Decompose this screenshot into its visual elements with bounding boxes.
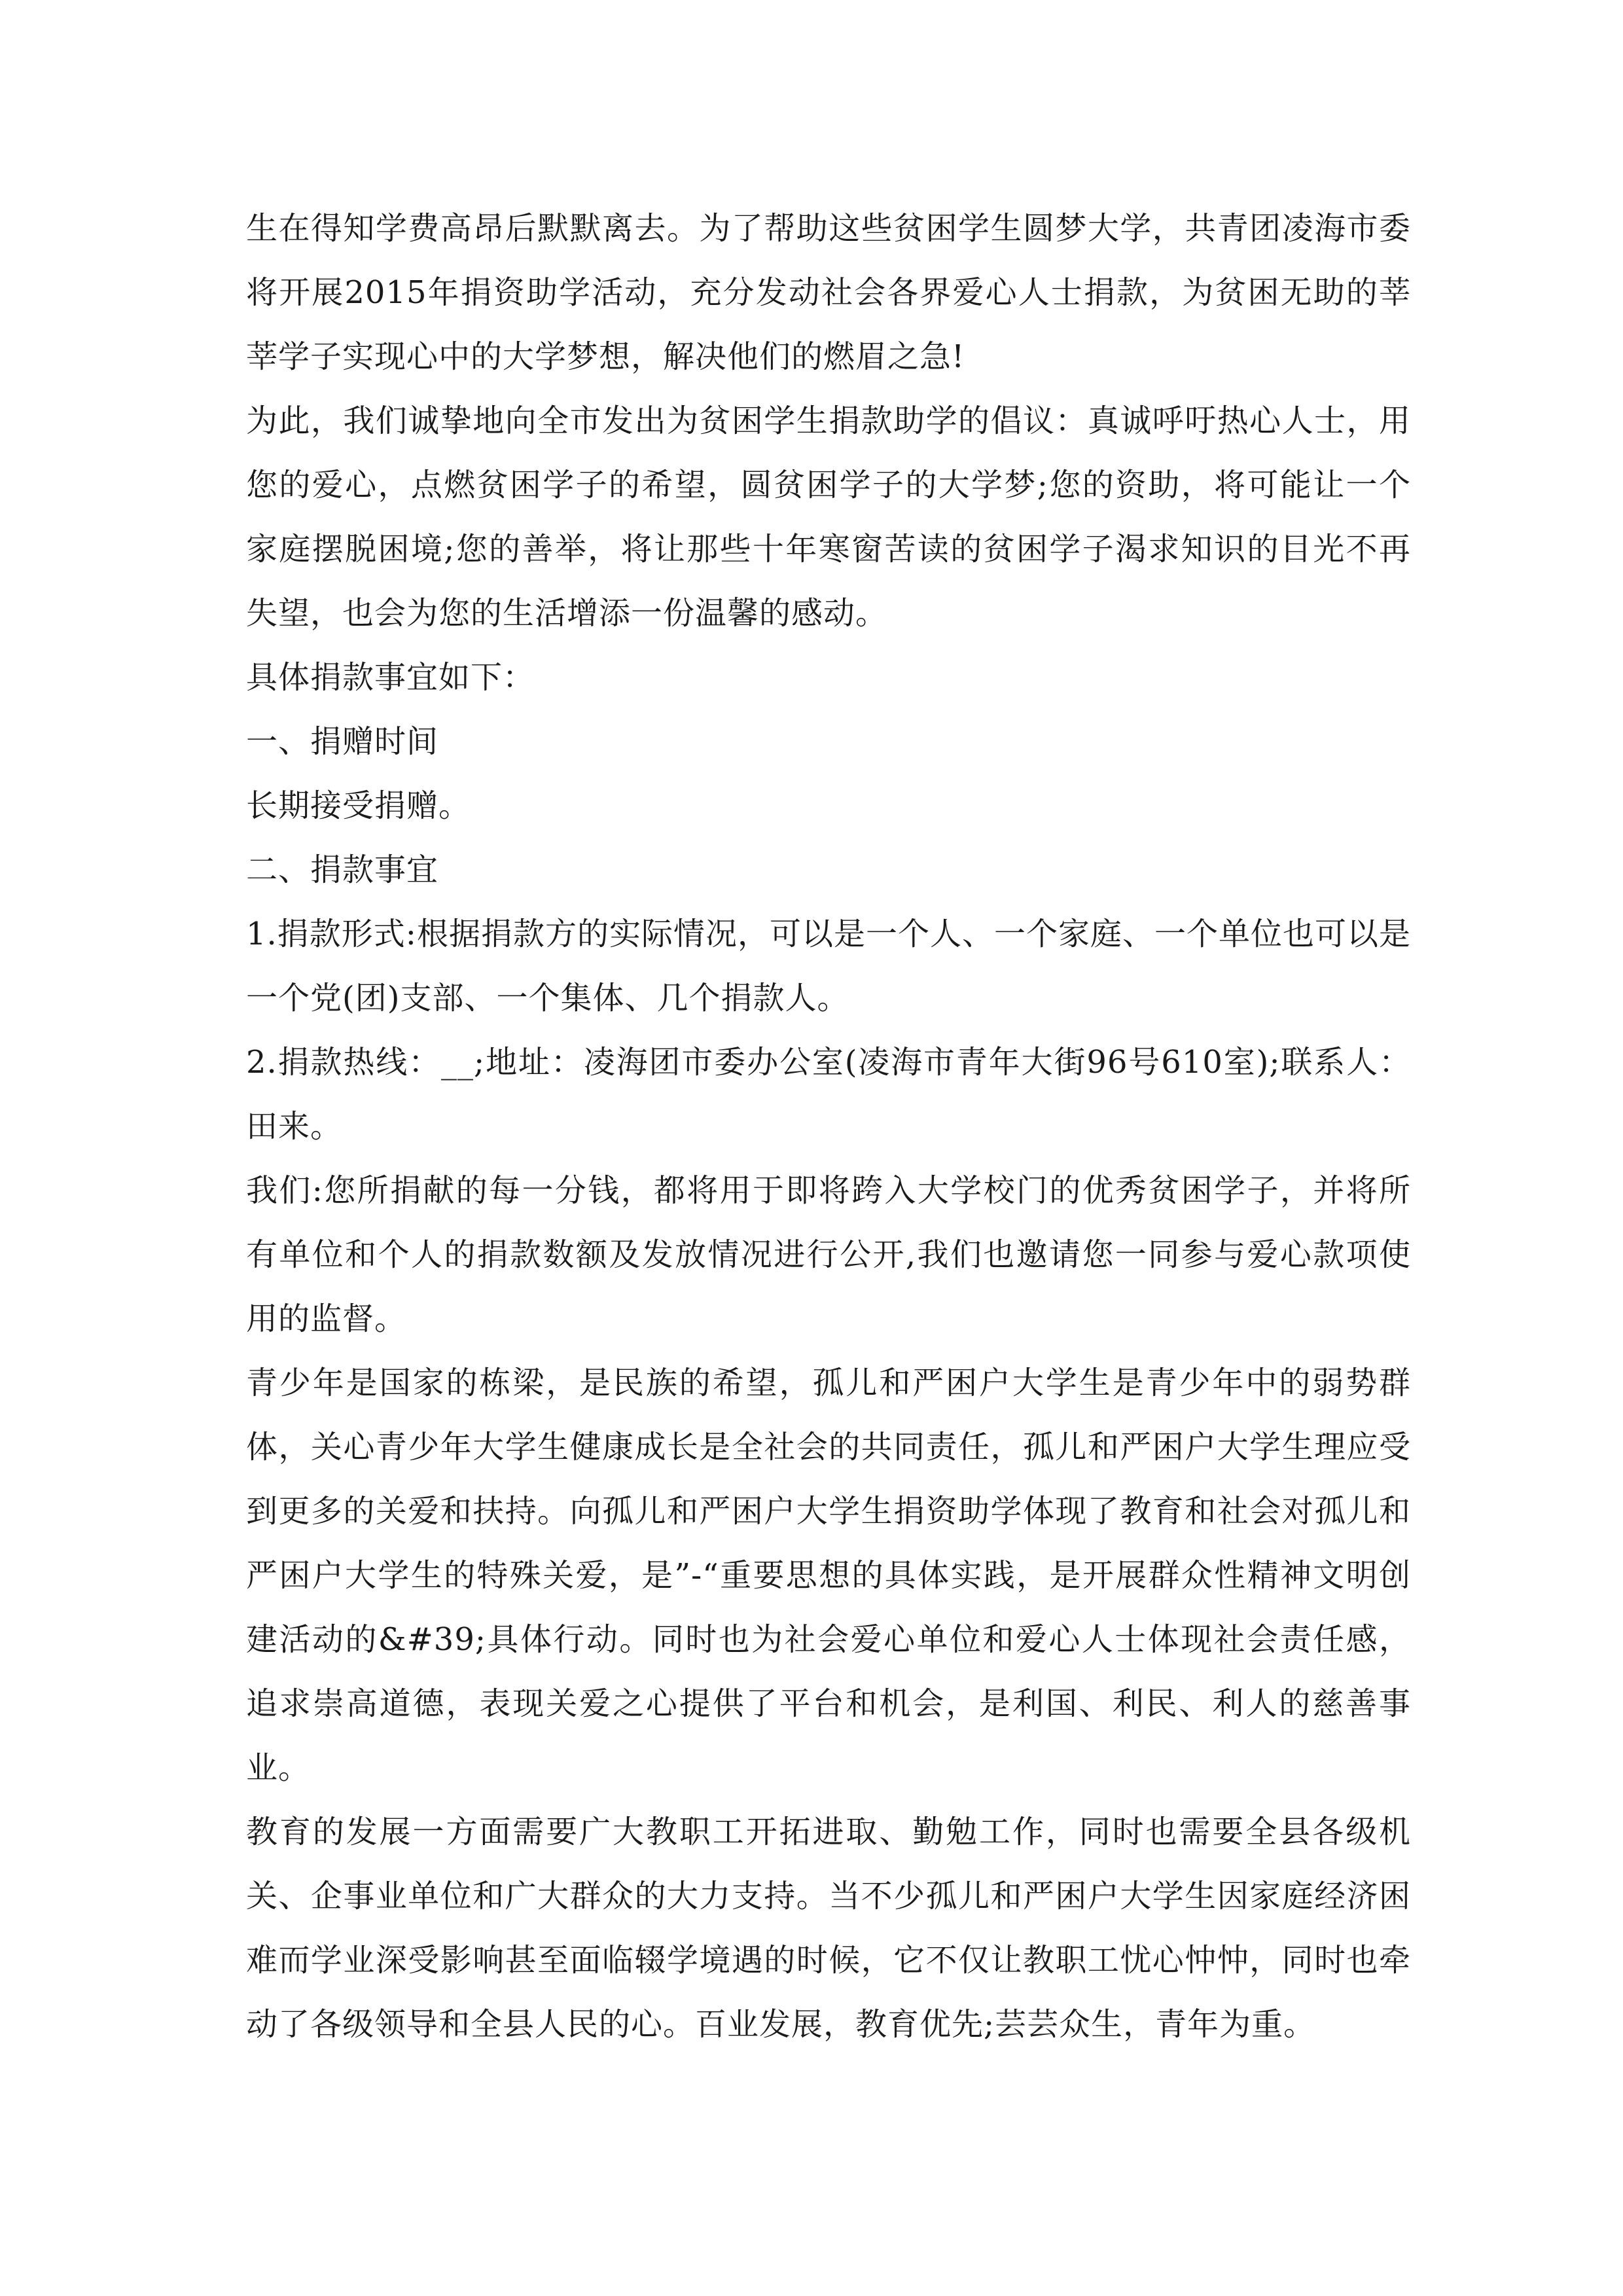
paragraph-transparency: 我们:您所捐献的每一分钱，都将用于即将跨入大学校门的优秀贫困学子，并将所有单位和个人的捐款数额及发放情况进行公开,我们也邀请您一同参与爱心款项使用的监督。: [246, 1172, 1411, 1337]
paragraph-intro-continued: 生在得知学费高昂后默默离去。为了帮助这些贫困学生圆梦大学，共青团凌海市委将开展2015年捐资助学活动，充分发动社会各界爱心人士捐款，为贫困无助的莘莘学子实现心中的大学梦想，解决他们的燃眉之急!: [246, 210, 1411, 375]
paragraph-donation-form: 1.捐款形式:根据捐款方的实际情况，可以是一个人、一个家庭、一个单位也可以是一个党(团)支部、一个集体、几个捐款人。: [246, 916, 1411, 1016]
paragraph-details-heading: 具体捐款事宜如下：: [246, 659, 535, 696]
paragraph-donation-time: 长期接受捐赠。: [246, 787, 471, 824]
paragraph-appeal: 为此，我们诚挚地向全市发出为贫困学生捐款助学的倡议：真诚呼吁热心人士，用您的爱心，点燃贫困学子的希望，圆贫困学子的大学梦;您的资助，将可能让一个家庭摆脱困境;您的善举，将让那些十年寒窗苦读的贫困学子渴求知识的目光不再失望，也会为您的生活增添一份温馨的感动。: [246, 403, 1411, 632]
paragraph-donation-hotline: 2.捐款热线：__;地址：凌海团市委办公室(凌海市青年大街96号610室);联系人：田来。: [246, 1044, 1411, 1145]
paragraph-education: 教育的发展一方面需要广大教职工开拓进取、勤勉工作，同时也需要全县各级机关、企事业单位和广大群众的大力支持。当不少孤儿和严困户大学生因家庭经济困难而学业深受影响甚至面临辍学境遇的时候，它不仅让教职工忧心忡忡，同时也牵动了各级领导和全县人民的心。百业发展，教育优先;芸芸众生，青年为重。: [246, 1814, 1411, 2043]
paragraph-youth: 青少年是国家的栋梁，是民族的希望，孤儿和严困户大学生是青少年中的弱势群体，关心青少年大学生健康成长是全社会的共同责任，孤儿和严困户大学生理应受到更多的关爱和扶持。向孤儿和严困户大学生捐资助学体现了教育和社会对孤儿和严困户大学生的特殊关爱，是”-“重要思想的具体实践，是开展群众性精神文明创建活动的&#39;具体行动。同时也为社会爱心单位和爱心人士体现社会责任感，追求崇高道德，表现关爱之心提供了平台和机会，是利国、利民、利人的慈善事业。: [246, 1365, 1411, 1786]
section-heading-donation-time: 一、捐赠时间: [246, 723, 439, 760]
section-heading-donation-matters: 二、捐款事宜: [246, 852, 439, 888]
document-body: [246, 196, 1411, 2056]
